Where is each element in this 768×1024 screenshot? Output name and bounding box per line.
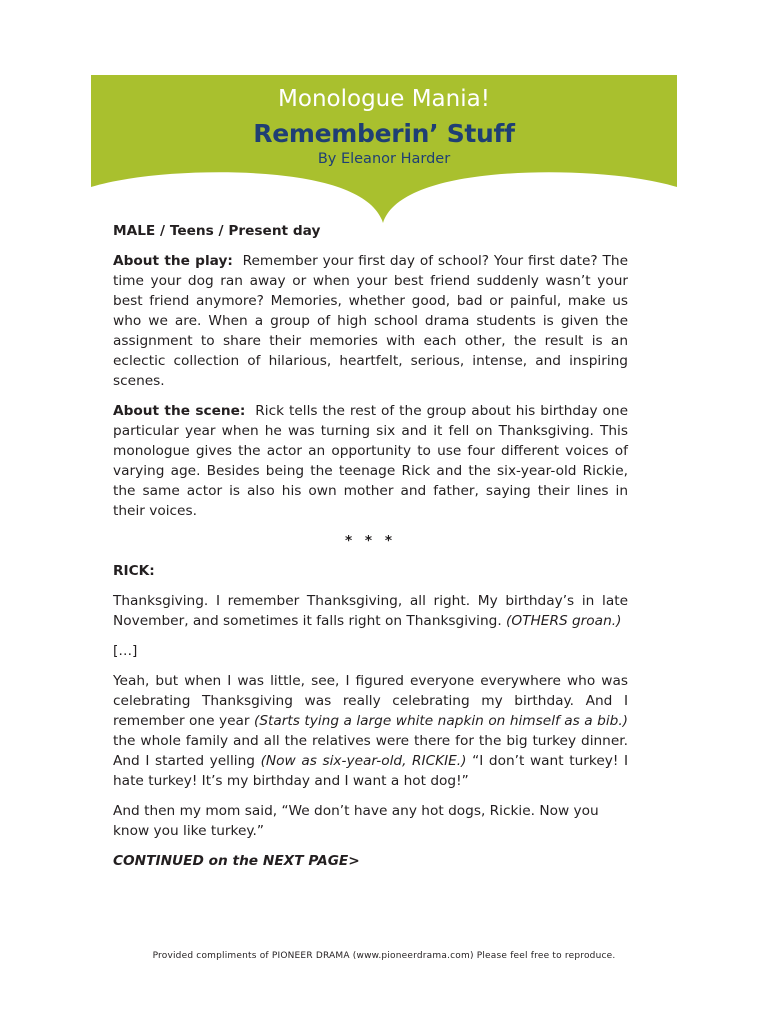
section-separator: * * *: [344, 533, 396, 549]
monologue-title: Rememberin’ Stuff: [253, 119, 515, 148]
stage-direction: (OTHERS groan.): [506, 613, 622, 629]
dialogue-paragraph-2: [113, 671, 628, 791]
about-scene-label: About the scene:: [113, 403, 246, 419]
about-scene-paragraph: [113, 401, 628, 521]
stage-direction: (Now as six-year-old, RICKIE.): [260, 753, 467, 769]
omission-marker: […]: [113, 643, 138, 659]
dialogue-text: the whole family and all the relatives were there for the big turkey dinner. And I started yelling: [113, 733, 628, 769]
dialogue-text: Thanksgiving. I remember Thanksgiving, all right. My birthday’s in late November, and sometimes it falls right on Thanksgiving.: [113, 593, 628, 629]
footer-credit: Provided compliments of PIONEER DRAMA (www.pioneerdrama.com) Please feel free to reproduce.: [152, 951, 616, 961]
stage-direction: (Starts tying a large white napkin on himself as a bib.): [254, 713, 629, 729]
casting-meta: MALE / Teens / Present day: [113, 223, 321, 239]
continued-link[interactable]: CONTINUED on the NEXT PAGE>: [113, 853, 360, 869]
dialogue-text: Yeah, but when I was little, see, I figured everyone everywhere who was celebrating Thanksgiving was really celebrating my birthday. And I remember one year: [113, 673, 628, 729]
dialogue-paragraph-3: And then my mom said, “We don’t have any hot dogs, Rickie. Now you know you like turkey.”: [113, 803, 599, 839]
author-byline: By Eleanor Harder: [317, 151, 451, 167]
about-play-paragraph: [113, 251, 628, 391]
series-name: Monologue Mania!: [278, 86, 490, 112]
dialogue-paragraph-1: [113, 591, 628, 631]
character-name: RICK:: [113, 563, 155, 579]
title-banner: [91, 75, 677, 225]
monologue-body: [113, 221, 628, 881]
about-scene-text: Rick tells the rest of the group about his birthday one particular year when he was turning six and it fell on Thanksgiving. This monologue gives the actor an opportunity to use four different voices of varying age. Besides being the teenage Rick and the six-year-old Rickie, the same actor is also his own mother and father, saying their lines in their voices.: [113, 403, 629, 519]
about-play-text: Remember your first day of school? Your first date? The time your dog ran away or when your best friend suddenly wasn’t your best friend anymore? Memories, whether good, bad or painful, make us who we are. When a group of high school drama students is given the assignment to share their memories with each other, the result is an eclectic collection of hilarious, heartfelt, serious, intense, and inspiring scenes.: [113, 253, 629, 389]
dialogue-text: “I don’t want turkey! I hate turkey! It’s my birthday and I want a hot dog!”: [113, 753, 629, 789]
about-play-label: About the play:: [113, 253, 233, 269]
